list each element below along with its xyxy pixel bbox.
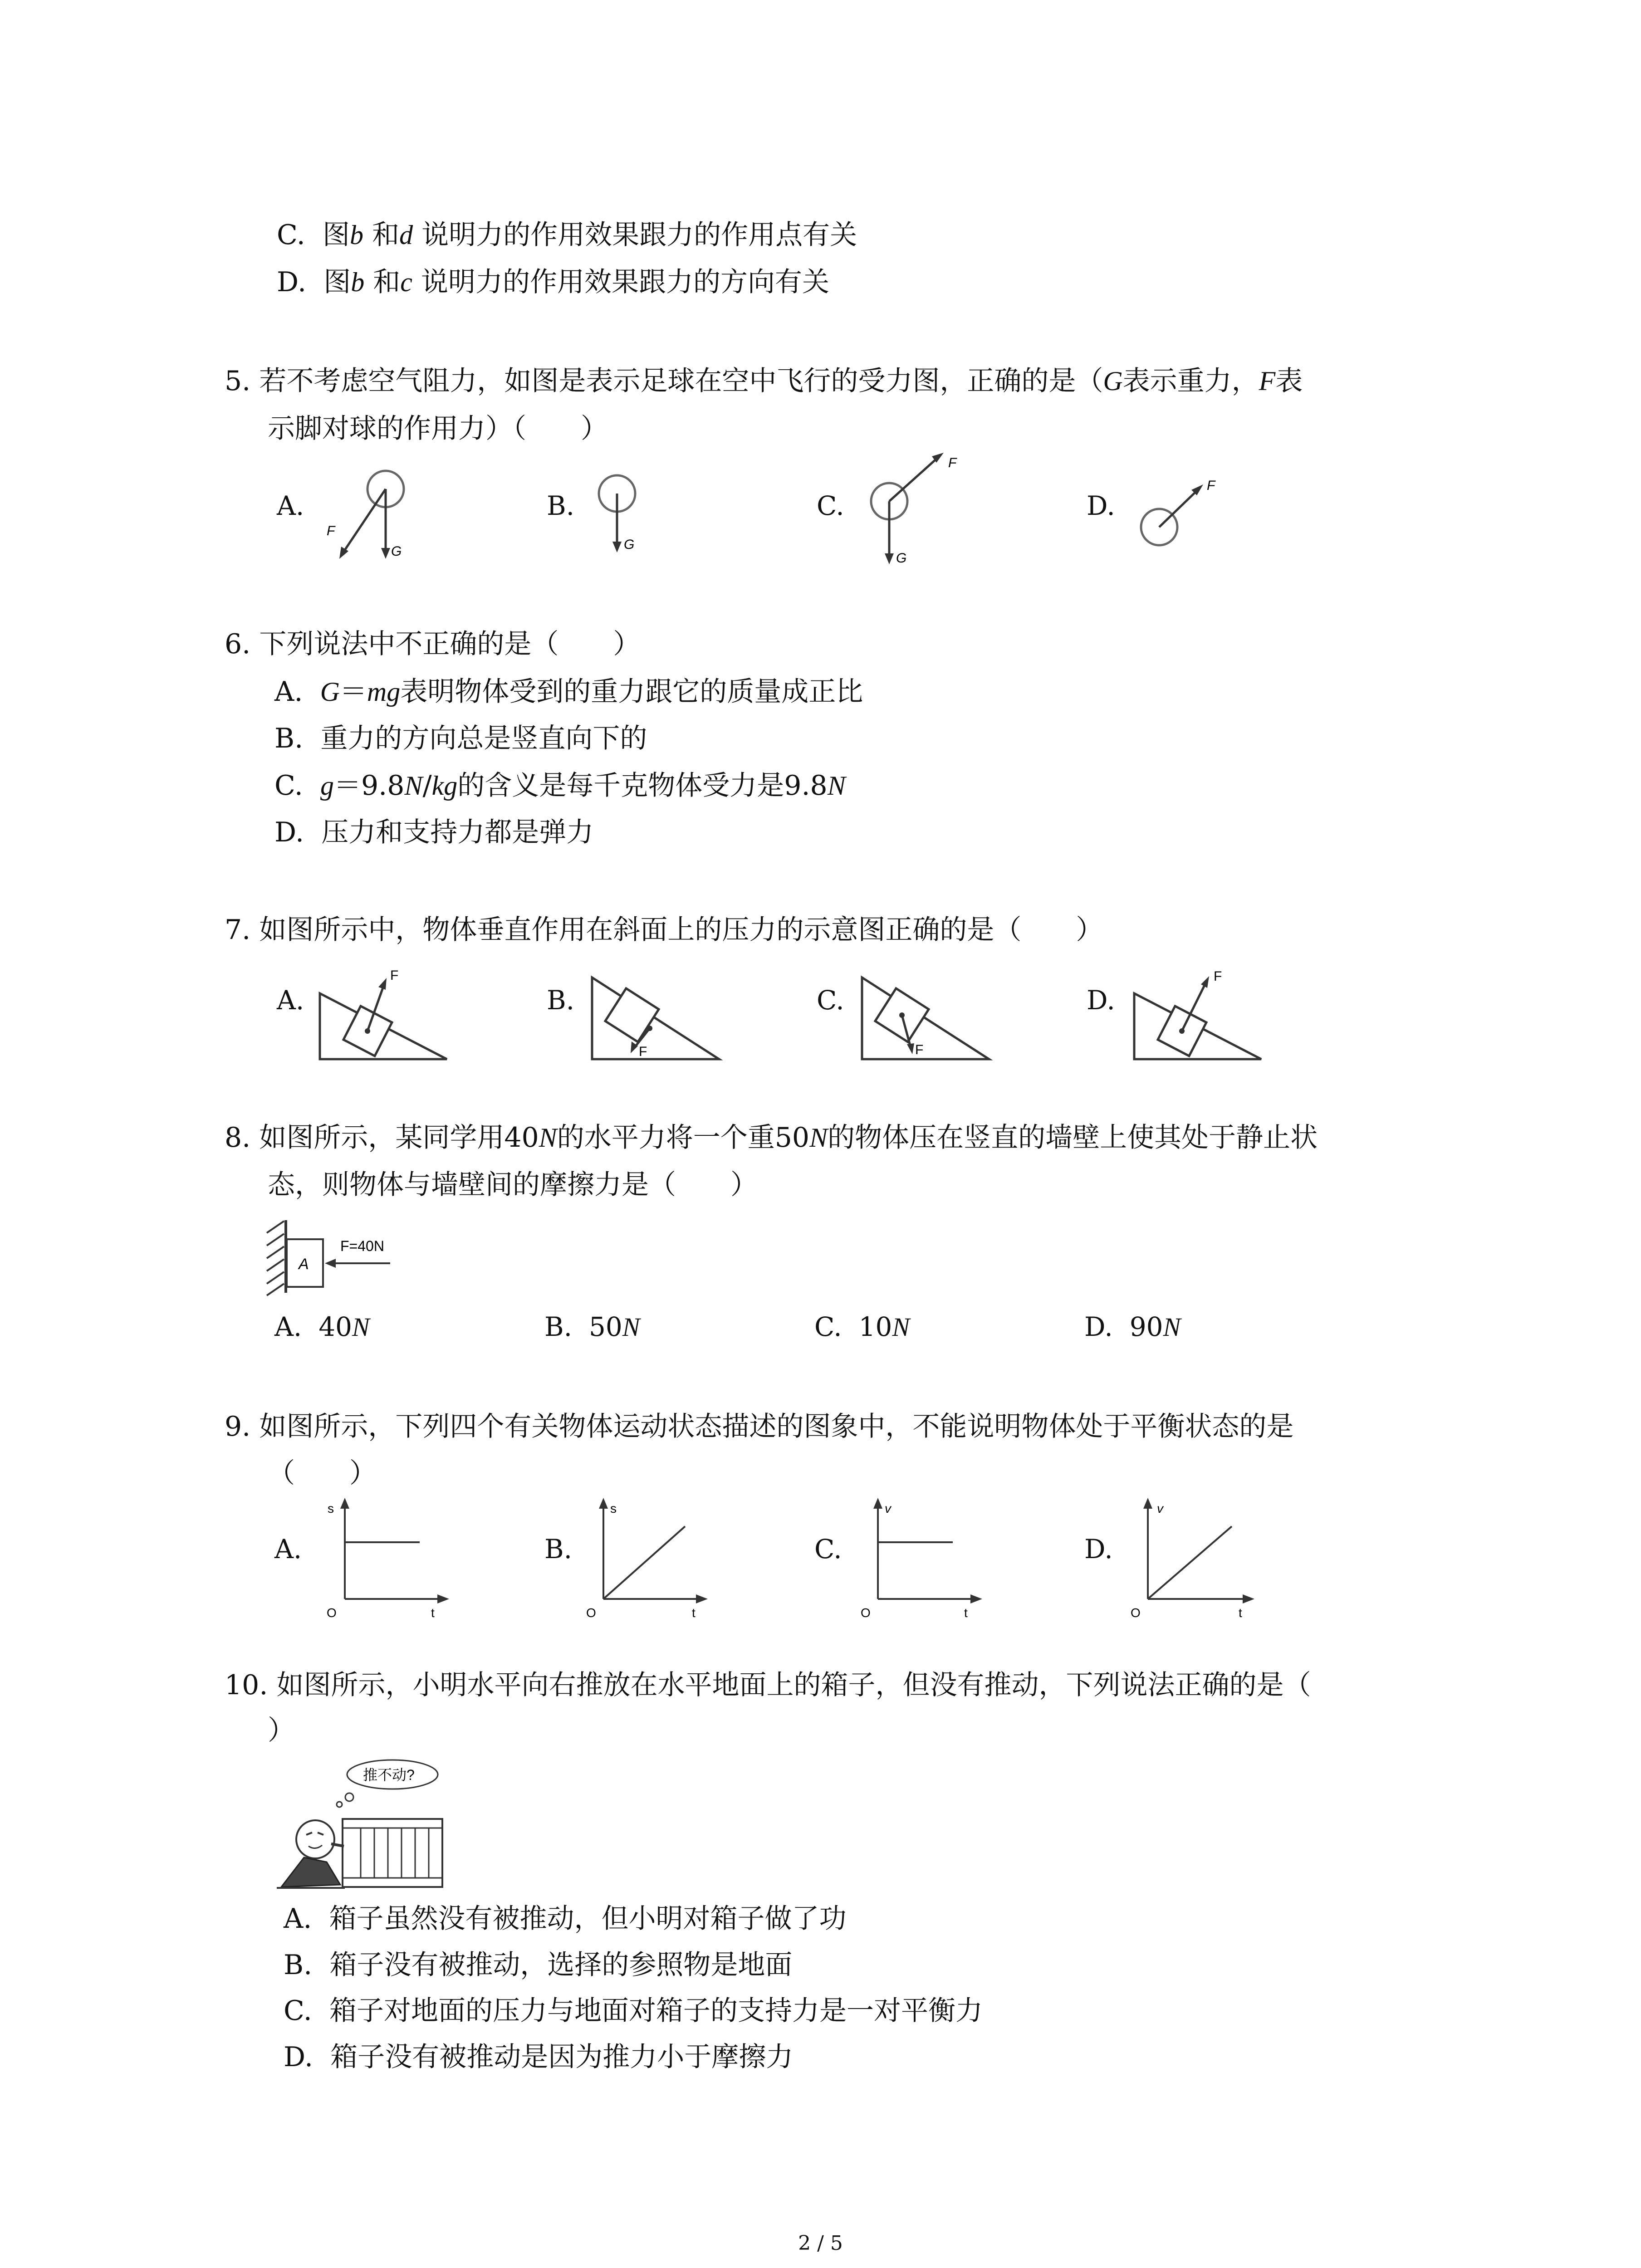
q9c-origin: O xyxy=(861,1606,871,1620)
q5-option-c-label: C. xyxy=(817,490,844,521)
q10-option-c: C. 箱子对地面的压力与地面对箱子的支持力是一对平衡力 xyxy=(284,1995,983,2027)
q4-option-c: C. 图b 和d 说明力的作用效果跟力的作用点有关 xyxy=(277,219,857,251)
q5d-f-label: F xyxy=(1207,478,1215,493)
q7-option-d-label: D. xyxy=(1087,985,1115,1016)
q8-option-b: B. 50N xyxy=(544,1311,640,1342)
q8-force-label: F=40N xyxy=(340,1238,384,1254)
q9d-origin: O xyxy=(1131,1606,1141,1620)
q7-figure-a xyxy=(318,957,454,1066)
q7-option-b-label: B. xyxy=(547,985,575,1016)
q10-bubble-text: 推不动? xyxy=(363,1767,415,1783)
q9b-y-label: s xyxy=(610,1501,617,1515)
q7a-f-label: F xyxy=(390,968,399,983)
q9-option-d-label: D. xyxy=(1084,1534,1113,1564)
q5-figure-b xyxy=(590,463,653,567)
q9d-x-label: t xyxy=(1239,1606,1242,1620)
q9-option-b-label: B. xyxy=(544,1534,573,1564)
q7d-f-label: F xyxy=(1214,969,1222,984)
q10-option-b: B. 箱子没有被推动，选择的参照物是地面 xyxy=(284,1949,793,1981)
q9-graph-a xyxy=(318,1492,454,1620)
q9-graph-d xyxy=(1121,1492,1261,1620)
q5-stem-line2: 示脚对球的作用力）（ ） xyxy=(268,413,608,445)
q10-stem-line1: 10. 如图所示，小明水平向右推放在水平地面上的箱子，但没有推动，下列说法正确的是（ xyxy=(225,1669,1311,1701)
q6-option-c: C. g＝9.8N/kg的含义是每千克物体受力是9.8N xyxy=(274,770,846,802)
q8-stem-line2: 态，则物体与墙壁间的摩擦力是（ ） xyxy=(268,1169,758,1201)
q9-stem-line1: 9. 如图所示，下列四个有关物体运动状态描述的图象中，不能说明物体处于平衡状态的是 xyxy=(225,1411,1294,1442)
q5-figure-d xyxy=(1134,472,1243,558)
q8-block-label: A xyxy=(299,1256,309,1273)
q5-option-a-label: A. xyxy=(277,490,304,521)
q7b-f-label: F xyxy=(639,1044,647,1059)
q10-option-d: D. 箱子没有被推动是因为推力小于摩擦力 xyxy=(284,2041,794,2073)
q9-option-c-label: C. xyxy=(814,1534,842,1564)
q8-option-a: A. 40N xyxy=(274,1311,370,1342)
q10-stem-line2: ） xyxy=(268,1715,295,1746)
q9a-origin: O xyxy=(327,1606,337,1620)
q5a-f-label: F xyxy=(327,523,335,538)
q5c-g-label: G xyxy=(896,551,907,566)
q6-stem: 6. 下列说法中不正确的是（ ） xyxy=(225,628,641,660)
q6-option-d: D. 压力和支持力都是弹力 xyxy=(274,816,594,848)
q5a-g-label: G xyxy=(391,544,402,559)
q7-option-a-label: A. xyxy=(277,985,304,1016)
q5-stem-line1: 5. 若不考虑空气阻力，如图是表示足球在空中飞行的受力图，正确的是（G表示重力，F表 xyxy=(225,365,1303,397)
q9a-y-label: s xyxy=(328,1501,334,1515)
q8-stem-line1: 8. 如图所示，某同学用40N的水平力将一个重50N的物体压在竖直的墙壁上使其处于静止状 xyxy=(225,1122,1318,1154)
page-number: 2 / 5 xyxy=(798,2232,843,2255)
q7-stem: 7. 如图所示中，物体垂直作用在斜面上的压力的示意图正确的是（ ） xyxy=(225,914,1103,946)
q8-figure xyxy=(263,1216,408,1297)
q9c-x-label: t xyxy=(964,1606,968,1620)
q9b-x-label: t xyxy=(692,1606,696,1620)
q5-option-b-label: B. xyxy=(547,490,575,521)
q6-option-a: A. G＝mg表明物体受到的重力跟它的质量成正比 xyxy=(274,676,863,708)
q9-stem-line2: （ ） xyxy=(268,1457,377,1489)
q8-option-d: D. 90N xyxy=(1084,1311,1181,1342)
q6-option-b: B. 重力的方向总是竖直向下的 xyxy=(274,723,647,754)
q5-figure-a xyxy=(318,463,417,567)
q7-figure-b xyxy=(590,957,726,1066)
q5b-g-label: G xyxy=(624,537,635,552)
q7c-f-label: F xyxy=(915,1042,924,1057)
q8-option-c: C. 10N xyxy=(814,1311,910,1342)
q10-option-a: A. 箱子虽然没有被推动，但小明对箱子做了功 xyxy=(284,1903,847,1935)
q9-graph-c xyxy=(851,1492,987,1620)
q4-option-d: D. 图b 和c 说明力的作用效果跟力的方向有关 xyxy=(277,266,829,298)
q5-figure-c xyxy=(853,445,971,576)
q9d-y-label: v xyxy=(1157,1501,1163,1515)
q9-graph-b xyxy=(576,1492,712,1620)
q7-figure-c xyxy=(860,957,996,1066)
q9c-y-label: v xyxy=(885,1501,891,1515)
q9a-x-label: t xyxy=(431,1606,435,1620)
q7-option-c-label: C. xyxy=(817,985,844,1016)
q5-option-d-label: D. xyxy=(1087,490,1115,521)
q9-option-a-label: A. xyxy=(274,1534,302,1564)
q10-illustration xyxy=(272,1755,463,1892)
q5c-f-label: F xyxy=(948,455,957,470)
q7-figure-d xyxy=(1132,953,1268,1066)
q9b-origin: O xyxy=(586,1606,596,1620)
